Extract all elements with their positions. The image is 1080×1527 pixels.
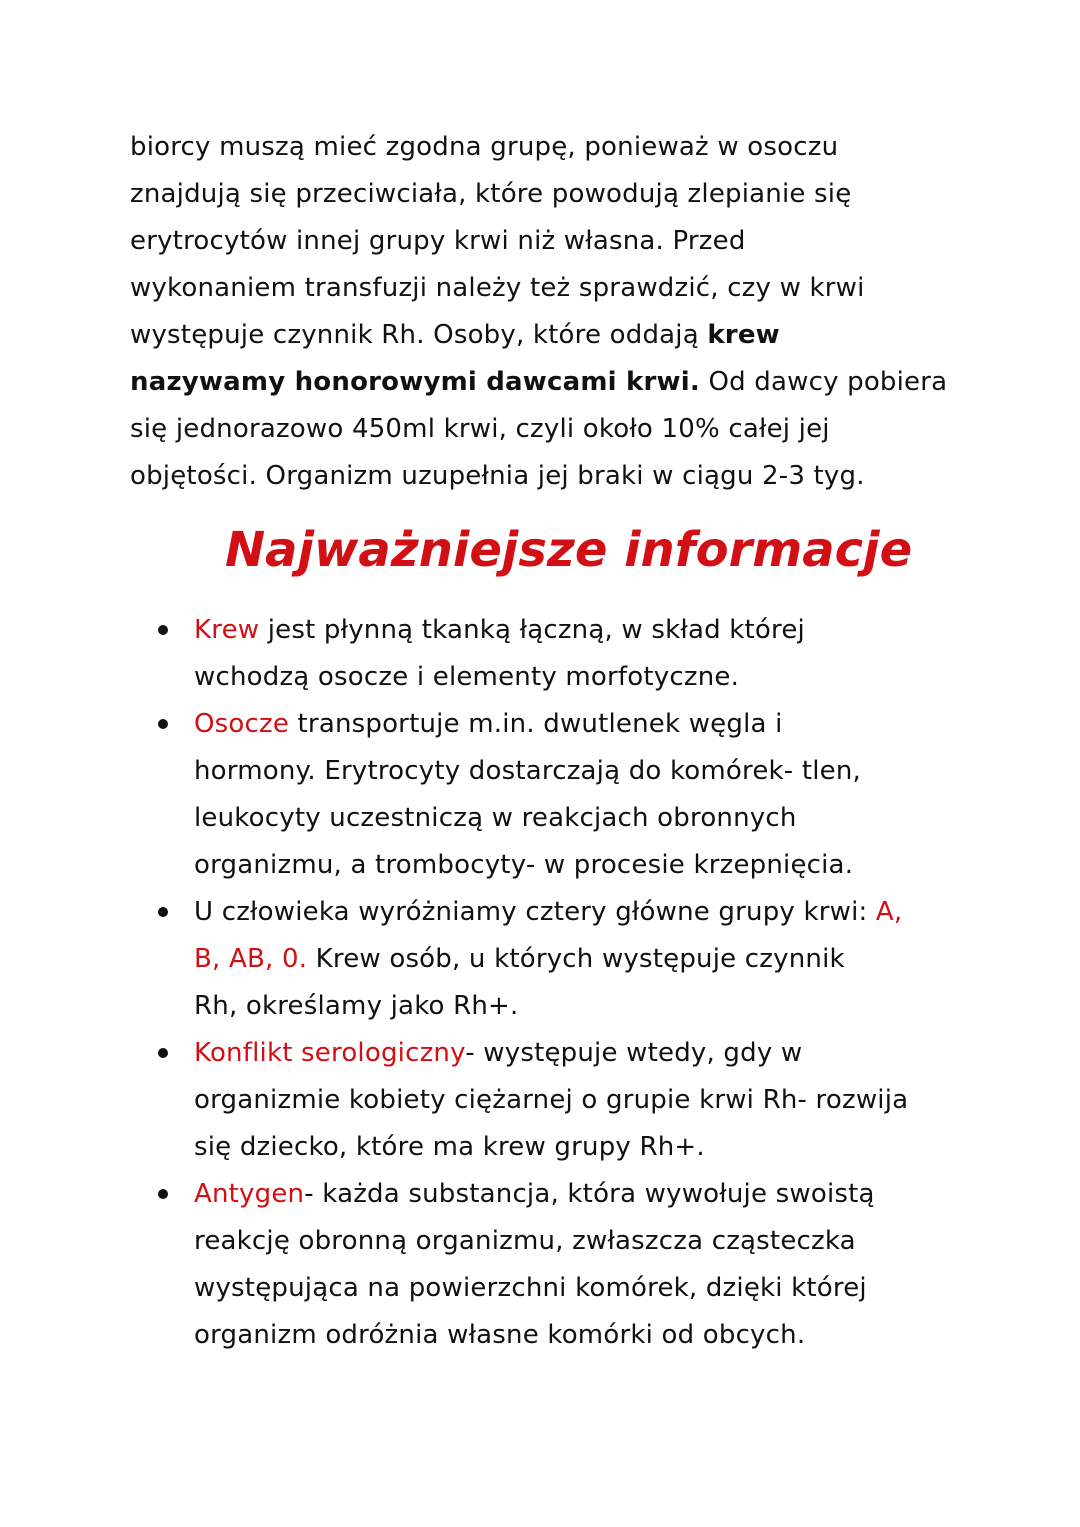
intro-paragraph <box>130 124 1010 500</box>
list-item <box>150 701 1050 889</box>
text-line: występująca na powierzchni komórek, dzięki której <box>194 1273 867 1303</box>
list-item <box>150 889 1050 1030</box>
text-line: objętości. Organizm uzupełnia jej braki w ciągu 2-3 tyg. <box>130 461 865 491</box>
text-line <box>194 889 1050 936</box>
text-segment: Od dawcy pobiera <box>708 367 948 397</box>
blood-group-ab: AB, <box>228 944 274 974</box>
bullet-dot-icon <box>158 719 168 729</box>
text-segment: jest płynną tkanką łączną, w skład której <box>267 615 805 645</box>
text-line <box>194 607 1050 654</box>
text-line: się dziecko, które ma krew grupy Rh+. <box>194 1132 705 1162</box>
bullet-dot-icon <box>158 1048 168 1058</box>
text-line <box>194 936 1050 983</box>
text-line <box>194 701 1050 748</box>
key-facts-list <box>150 607 1050 1359</box>
text-line: organizmu, a trombocyty- w procesie krzepnięcia. <box>194 850 854 880</box>
blood-group-0: 0. <box>281 944 308 974</box>
bullet-dot-icon <box>158 1189 168 1199</box>
bold-term-krew: krew <box>707 320 780 350</box>
text-line <box>194 1171 1050 1218</box>
list-item <box>150 1030 1050 1171</box>
text-line: wykonaniem transfuzji należy też sprawdzić, czy w krwi <box>130 273 865 303</box>
text-segment: Krew osób, u których występuje czynnik <box>315 944 845 974</box>
bullet-dot-icon <box>158 907 168 917</box>
text-line <box>194 1030 1050 1077</box>
text-line: organizm odróżnia własne komórki od obcych. <box>194 1320 806 1350</box>
text-segment: transportuje m.in. dwutlenek węgla i <box>297 709 783 739</box>
bold-term-honorowi-dawcy: nazywamy honorowymi dawcami krwi. <box>130 367 700 397</box>
term-osocze: Osocze <box>194 709 290 739</box>
text-line: reakcję obronną organizmu, zwłaszcza cząsteczka <box>194 1226 856 1256</box>
list-item <box>150 607 1050 701</box>
text-line: hormony. Erytrocyty dostarczają do komórek- tlen, <box>194 756 862 786</box>
text-line: wchodzą osocze i elementy morfotyczne. <box>194 662 740 692</box>
text-line: Rh, określamy jako Rh+. <box>194 991 519 1021</box>
text-line: biorcy muszą mieć zgodna grupę, ponieważ w osoczu <box>130 132 839 162</box>
bullet-dot-icon <box>158 625 168 635</box>
text-line: erytrocytów innej grupy krwi niż własna. Przed <box>130 226 746 256</box>
text-segment: - każda substancja, która wywołuje swoistą <box>304 1179 875 1209</box>
section-heading: Najważniejsze informacje <box>225 522 913 578</box>
text-line <box>130 359 1010 406</box>
blood-group-b: B, <box>194 944 221 974</box>
text-line: się jednorazowo 450ml krwi, czyli około 10% całej jej <box>130 414 830 444</box>
text-line <box>130 312 1010 359</box>
text-line: znajdują się przeciwciała, które powodują zlepianie się <box>130 179 852 209</box>
blood-group-a: A, <box>875 897 903 927</box>
text-line: organizmie kobiety ciężarnej o grupie krwi Rh- rozwija <box>194 1085 909 1115</box>
term-konflikt-serologiczny: Konflikt serologiczny <box>194 1038 466 1068</box>
text-segment: U człowieka wyróżniamy cztery główne grupy krwi: <box>194 897 868 927</box>
text-line: leukocyty uczestniczą w reakcjach obronnych <box>194 803 797 833</box>
text-segment: występuje czynnik Rh. Osoby, które oddają <box>130 320 699 350</box>
text-segment: - występuje wtedy, gdy w <box>465 1038 803 1068</box>
list-item <box>150 1171 1050 1359</box>
term-krew: Krew <box>194 615 260 645</box>
term-antygen: Antygen <box>194 1179 305 1209</box>
